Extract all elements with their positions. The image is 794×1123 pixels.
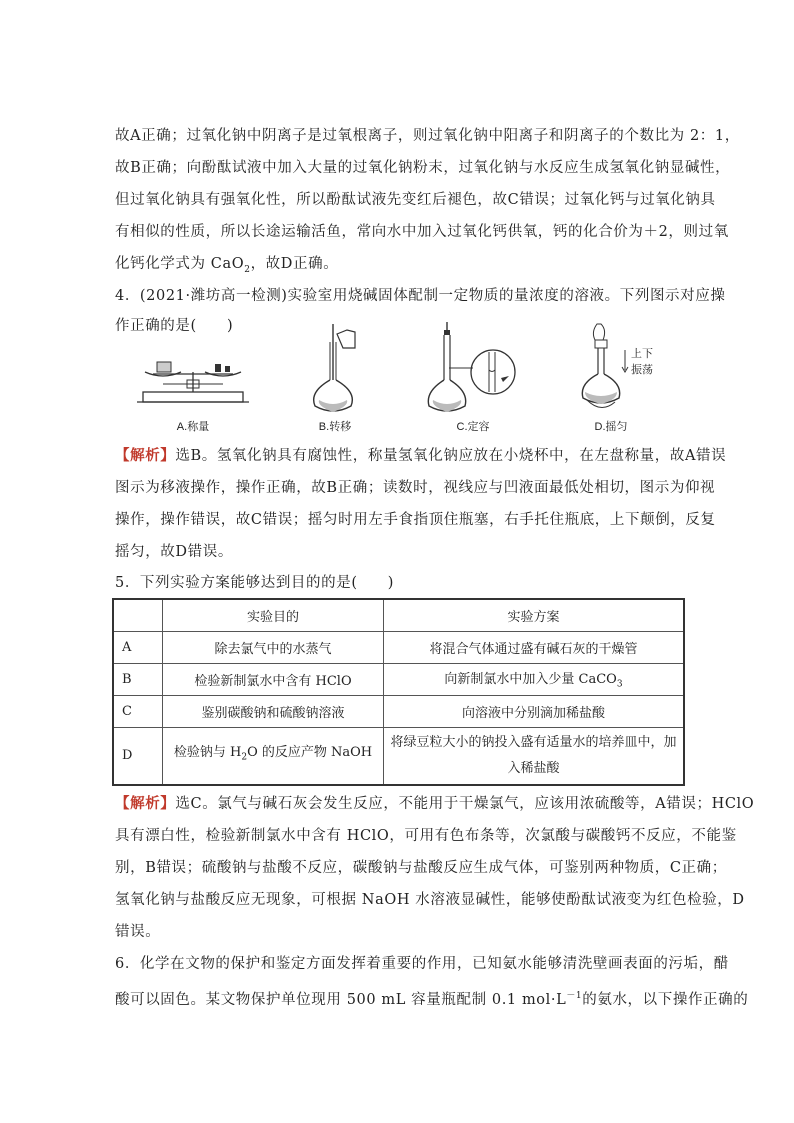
row-plan: 向新制氯水中加入少量 CaCO$_3$ (384, 663, 685, 695)
row-goal: 检验新制氯水中含有 HClO (163, 663, 384, 695)
q5-analysis-line-5: 错误。 (115, 924, 161, 940)
row-goal: 检验钠与 $H_2O$ 的反应产物 NaOH (163, 727, 384, 785)
row-key: A (113, 631, 163, 663)
q5-analysis-line-3: 别，B错误；硫酸钠与盐酸不反应，碳酸钠与盐酸反应生成气体，可鉴别两种物质，C正确； (115, 860, 727, 876)
figure-balance (133, 322, 253, 434)
q4-figures (115, 322, 687, 434)
shaking-flask-icon (551, 322, 671, 417)
q4-analysis-line-2: 图示为移液操作，操作正确，故B正确；读数时，视线应与凹液面最低处相切，图示为仰视 (115, 480, 716, 496)
caption-b: B.转移 (318, 421, 352, 433)
caption-d: D.摇匀 (594, 421, 628, 433)
table-row (113, 727, 684, 785)
table-row (113, 663, 684, 695)
analysis-tag: 【解析】 (115, 795, 176, 812)
table-row (113, 695, 684, 727)
row-goal: 鉴别碳酸钠和硫酸钠溶液 (163, 695, 384, 727)
figure-fix-volume (413, 322, 533, 434)
row-key: B (113, 663, 163, 695)
q5-analysis-line-2: 具有漂白性，检验新制氯水中含有 HClO，可用有色布条等，次氯酸与碳酸钙不反应，不能鉴 (115, 828, 737, 844)
table-cell (113, 599, 163, 631)
volumetric-flask-eye-icon (413, 322, 533, 417)
caption-c: C.定容 (456, 421, 490, 433)
figure-transfer (275, 322, 395, 434)
shake-label-2: 振荡 (631, 364, 653, 376)
q4-analysis-line-4: 摇匀，故D错误。 (115, 544, 233, 560)
table-header-plan: 实验方案 (384, 599, 685, 631)
table-header-row (113, 599, 684, 631)
row-plan: 将混合气体通过盛有碱石灰的干燥管 (384, 631, 685, 663)
intro-line-3: 但过氧化钠具有强氧化性，所以酚酞试液先变红后褪色，故C错误；过氧化钙与过氧化钠具 (115, 192, 716, 208)
caption-a: A.称量 (176, 421, 210, 433)
q4-analysis-line-1: 【解析】选B。氢氧化钠具有腐蚀性，称量氢氧化钠应放在小烧杯中，在左盘称量，故A错误 (115, 447, 727, 464)
analysis-tag: 【解析】 (115, 447, 176, 464)
row-goal: 除去氯气中的水蒸气 (163, 631, 384, 663)
shake-label-1: 上下 (631, 348, 653, 360)
q4-analysis-line-3: 操作，操作错误，故C错误；摇匀时用左手食指顶住瓶塞，右手托住瓶底，上下颠倒，反复 (115, 512, 716, 528)
intro-line-2: 故B正确；向酚酞试液中加入大量的过氧化钠粉末，过氧化钠与水反应生成氢氧化钠显碱性， (115, 160, 731, 176)
q6-line-2: 酸可以固色。某文物保护单位现用 500 mL 容量瓶配制 0.1 $mol\cdot L^{-1}$的氨水，以下操作正确的 (115, 991, 749, 1008)
q6-line-1: 6．化学在文物的保护和鉴定方面发挥着重要的作用，已知氨水能够清洗壁画表面的污垢，醋 (115, 956, 729, 972)
balance-icon (133, 322, 253, 417)
table-header-goal: 实验目的 (163, 599, 384, 631)
intro-line-4: 有相似的性质，所以长途运输活鱼，常向水中加入过氧化钙供氧，钙的化合价为＋2，则过氧 (115, 224, 729, 240)
row-plan: 将绿豆粒大小的钠投入盛有适量水的培养皿中，加 入稀盐酸 (384, 727, 685, 785)
row-key: D (113, 727, 163, 785)
table-row (113, 631, 684, 663)
intro-line-5: 化钙化学式为 CaO$_2$，故D正确。 (115, 256, 339, 275)
row-key: C (113, 695, 163, 727)
q5-analysis-line-4: 氢氧化钠与盐酸反应无现象，可根据 NaOH 水溶液显碱性，能够使酚酞试液变为红色检验，D (115, 892, 745, 908)
q4-stem-line-1: 4．(2021·潍坊高一检测)实验室用烧碱固体配制一定物质的量浓度的溶液。下列图示对应操 (115, 288, 726, 304)
figure-shake (551, 322, 671, 434)
q5-table (112, 598, 685, 786)
intro-line-1: 故A正确；过氧化钠中阴离子是过氧根离子，则过氧化钠中阳离子和阴离子的个数比为 2：1， (115, 128, 740, 144)
q5-analysis-line-1: 【解析】选C。氯气与碱石灰会发生反应，不能用于干燥氯气，应该用浓硫酸等，A错误；HClO (115, 795, 755, 812)
q4-stem-line-2: 作正确的是( ) (115, 318, 234, 334)
q5-stem: 5．下列实验方案能够达到目的的是( ) (115, 575, 395, 591)
row-plan: 向溶液中分别滴加稀盐酸 (384, 695, 685, 727)
volumetric-flask-transfer-icon (275, 322, 395, 417)
